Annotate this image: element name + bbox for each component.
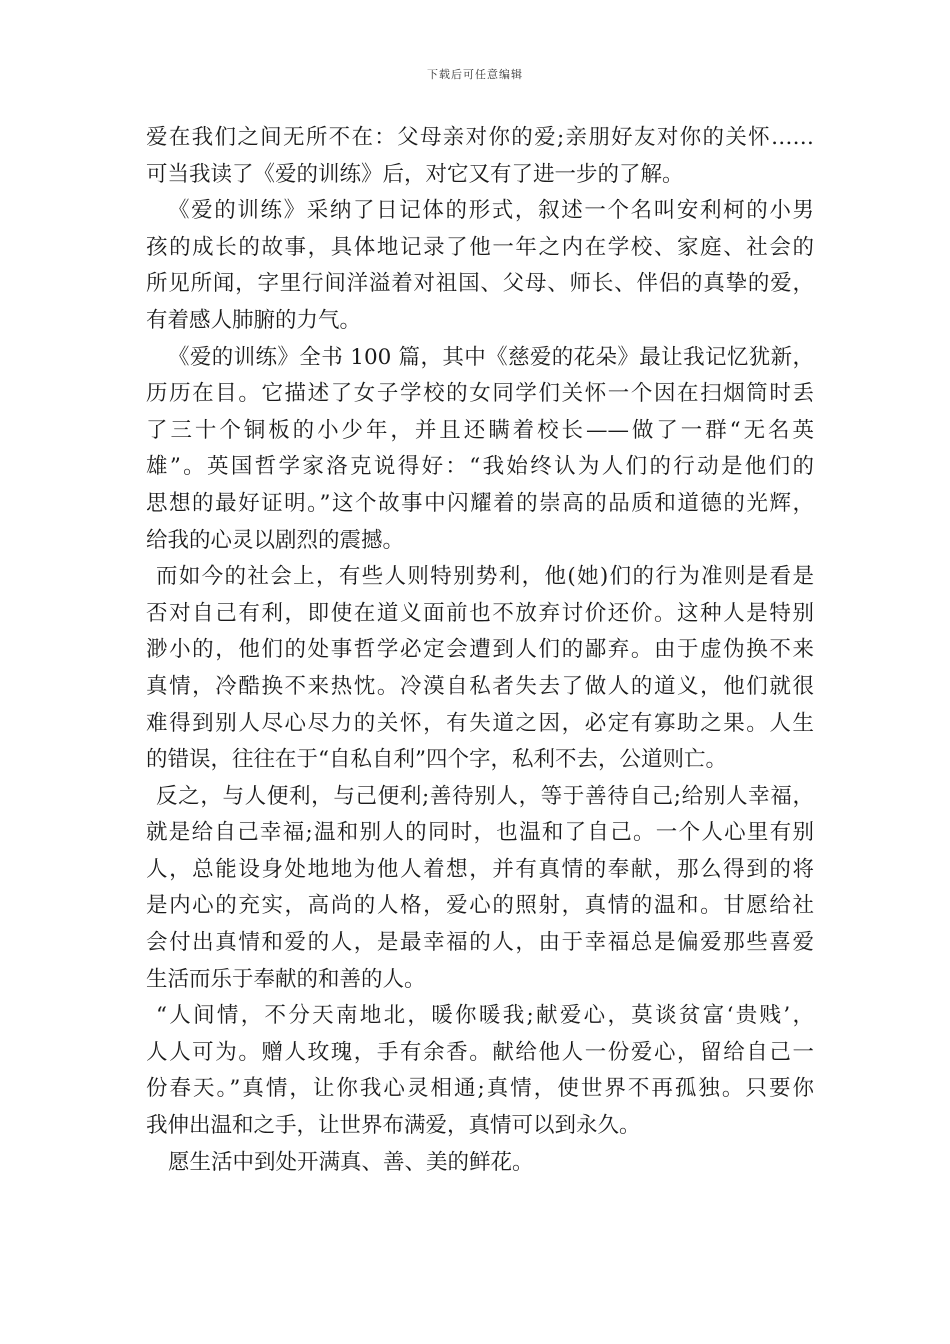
text-line: 的错误，往往在于“自私自利”四个字，私利不去，公道则亡。 [146,747,727,773]
page-header: 下载后可任意编辑 [427,68,523,81]
text-line: 有着感人肺腑的力气。 [146,307,362,333]
text-line: 历历在目。它描述了女子学校的女同学们关怀一个因在扫烟筒时丢 [146,381,814,407]
text-line: 思想的最好证明。”这个故事中闪耀着的崇高的品质和道德的光辉， [146,490,814,516]
document-body [146,120,814,1181]
text-line: “人间情，不分天南地北，暖你暖我;献爱心，莫谈贫富‘贵贱’， [156,1003,814,1029]
text-line: 生活而乐于奉献的和善的人。 [146,966,426,992]
text-line: 就是给自己幸福;温和别人的同时，也温和了自己。一个人心里有别 [146,820,814,846]
text-line: 会付出真情和爱的人，是最幸福的人，由于幸福总是偏爱那些喜爱 [146,930,814,956]
text-line: 难得到别人尽心尽力的关怀，有失道之因，必定有寡助之果。人生 [146,710,814,736]
text-line: 否对自己有利，即使在道义面前也不放弃讨价还价。这种人是特别 [146,600,814,626]
text-line: 雄”。英国哲学家洛克说得好：“我始终认为人们的行动是他们的 [146,454,814,480]
text-line: 《爱的训练》全书 100 篇，其中《慈爱的花朵》最让我记忆犹新， [168,344,814,370]
text-line: 渺小的，他们的处事哲学必定会遭到人们的鄙弃。由于虚伪换不来 [146,637,814,663]
text-line: 反之，与人便利，与己便利;善待别人，等于善待自己;给别人幸福， [156,783,814,809]
text-line: 了三十个铜板的小少年，并且还瞒着校长——做了一群“无名英 [146,417,814,443]
text-line: 人人可为。赠人玫瑰，手有余香。献给他人一份爱心，留给自己一 [146,1039,814,1065]
text-line: 《爱的训练》采纳了日记体的形式，叙述一个名叫安利柯的小男 [168,198,814,224]
text-line: 人，总能设身处地地为他人着想，并有真情的奉献，那么得到的将 [146,856,814,882]
text-line: 而如今的社会上，有些人则特别势利，他(她)们的行为准则是看是 [156,564,814,590]
text-line: 爱在我们之间无所不在：父母亲对你的爱;亲朋好友对你的关怀…… [146,125,814,150]
text-line: 份春天。”真情，让你我心灵相通;真情，使世界不再孤独。只要你 [146,1076,814,1102]
text-line: 孩的成长的故事，具体地记录了他一年之内在学校、家庭、社会的 [146,234,814,260]
text-line: 所见所闻，字里行间洋溢着对祖国、父母、师长、伴侣的真挚的爱， [146,271,814,297]
text-line: 给我的心灵以剧烈的震撼。 [146,527,405,553]
text-line: 可当我读了《爱的训练》后，对它又有了进一步的了解。 [146,161,684,187]
text-line: 是内心的充实，高尚的人格，爱心的照射，真情的温和。甘愿给社 [146,893,814,919]
text-line: 我伸出温和之手，让世界布满爱，真情可以到永久。 [146,1113,641,1139]
text-line: 愿生活中到处开满真、善、美的鲜花。 [168,1149,534,1175]
text-line: 真情，冷酷换不来热忱。冷漠自私者失去了做人的道义，他们就很 [146,673,814,699]
